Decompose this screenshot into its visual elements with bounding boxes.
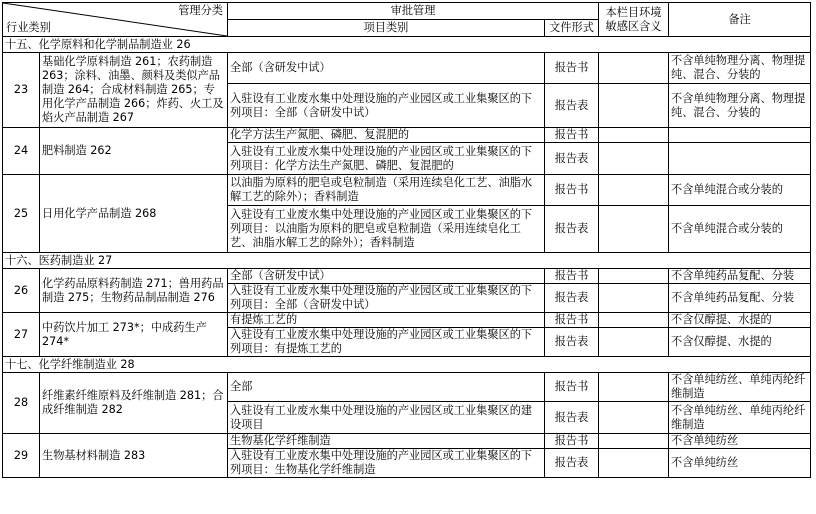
- industry-category: 纤维素纤维原料及纤维制造 281；合成纤维制造 282: [40, 373, 228, 434]
- sensitive-area: [599, 402, 669, 434]
- table-row: [3, 269, 811, 284]
- sensitive-area: [599, 373, 669, 402]
- item-number: 26: [3, 269, 40, 313]
- project-type: 入驻设有工业废水集中处理设施的产业园区或工业集聚区的下列项目：化学方法生产氮肥、磷肥、复混肥的: [228, 143, 545, 175]
- header-remarks: 备注: [669, 3, 811, 37]
- file-form: 报告书: [545, 373, 599, 402]
- header-industry-category: 行业类别: [6, 21, 51, 34]
- header-sensitive-area: 本栏目环境敏感区含义: [599, 3, 669, 37]
- remark: [669, 128, 811, 143]
- remark: 不含单纯纺丝、单纯丙纶纤维制造: [669, 402, 811, 434]
- file-form: 报告书: [545, 175, 599, 206]
- sensitive-area: [599, 434, 669, 449]
- industry-category: 肥料制造 262: [40, 128, 228, 175]
- industry-category: 化学药品原料药制造 271；兽用药品制造 275；生物药品制品制造 276: [40, 269, 228, 313]
- project-type: 入驻设有工业废水集中处理设施的产业园区或工业集聚区的下列项目：有提炼工艺的: [228, 328, 545, 357]
- remark: 不含单纯药品复配、分装: [669, 284, 811, 313]
- file-form: 报告表: [545, 284, 599, 313]
- sensitive-area: [599, 84, 669, 128]
- industry-category: 生物基材料制造 283: [40, 434, 228, 478]
- section-row: [3, 253, 811, 269]
- remark: 不含单纯物理分离、物理提纯、混合、分装的: [669, 84, 811, 128]
- remark: 不含单纯纺丝: [669, 449, 811, 478]
- project-type: 有提炼工艺的: [228, 313, 545, 328]
- section-row: [3, 37, 811, 53]
- sensitive-area: [599, 269, 669, 284]
- project-type: 入驻设有工业废水集中处理设施的产业园区或工业集聚区的下列项目：以油脂为原料的肥皂或皂粒制造（采用连续皂化工艺、油脂水解工艺的除外）；香料制造: [228, 206, 545, 253]
- remark: 不含仅醇提、水提的: [669, 313, 811, 328]
- project-type: 化学方法生产氮肥、磷肥、复混肥的: [228, 128, 545, 143]
- project-type: 全部（含研发中试）: [228, 53, 545, 84]
- sensitive-area: [599, 128, 669, 143]
- project-type: 以油脂为原料的肥皂或皂粒制造（采用连续皂化工艺、油脂水解工艺的除外）；香料制造: [228, 175, 545, 206]
- remark: 不含单纯纺丝: [669, 434, 811, 449]
- file-form: 报告书: [545, 313, 599, 328]
- header-project-type: 项目类别: [228, 20, 545, 37]
- project-type: 全部: [228, 373, 545, 402]
- remark: 不含单纯药品复配、分装: [669, 269, 811, 284]
- remark: 不含单纯物理分离、物理提纯、混合、分装的: [669, 53, 811, 84]
- table-row: [3, 53, 811, 84]
- remark: 不含单纯纺丝、单纯丙纶纤维制造: [669, 373, 811, 402]
- item-number: 28: [3, 373, 40, 434]
- project-type: 入驻设有工业废水集中处理设施的产业园区或工业集聚区的下列项目：生物基化学纤维制造: [228, 449, 545, 478]
- file-form: 报告表: [545, 143, 599, 175]
- section-row: [3, 357, 811, 373]
- section-title: 十六、医药制造业 27: [3, 253, 811, 269]
- table-row: [3, 313, 811, 328]
- sensitive-area: [599, 328, 669, 357]
- item-number: 29: [3, 434, 40, 478]
- file-form: 报告表: [545, 84, 599, 128]
- header-approval: 审批管理: [228, 3, 599, 20]
- file-form: 报告表: [545, 206, 599, 253]
- section-title: 十五、化学原料和化学制品制造业 26: [3, 37, 811, 53]
- header-corner-cell: [3, 3, 228, 37]
- file-form: 报告书: [545, 434, 599, 449]
- sensitive-area: [599, 449, 669, 478]
- header-manage-category: 管理分类: [178, 4, 223, 17]
- file-form: 报告书: [545, 53, 599, 84]
- sensitive-area: [599, 143, 669, 175]
- file-form: 报告书: [545, 128, 599, 143]
- item-number: 27: [3, 313, 40, 357]
- sensitive-area: [599, 206, 669, 253]
- project-type: 入驻设有工业废水集中处理设施的产业园区或工业集聚区的下列项目：全部（含研发中试）: [228, 84, 545, 128]
- table-row: [3, 434, 811, 449]
- project-type: 入驻设有工业废水集中处理设施的产业园区或工业集聚区的建设项目: [228, 402, 545, 434]
- sensitive-area: [599, 53, 669, 84]
- project-type: 全部（含研发中试）: [228, 269, 545, 284]
- industry-category: 中药饮片加工 273*；中成药生产 274*: [40, 313, 228, 357]
- section-title: 十七、化学纤维制造业 28: [3, 357, 811, 373]
- table-row: [3, 128, 811, 143]
- industry-category: 基础化学原料制造 261；农药制造 263；涂料、油墨、颜料及类似产品制造 264；合成材料制造 265；专用化学产品制造 266；炸药、火工及焰火产品制造 267: [40, 53, 228, 128]
- item-number: 23: [3, 53, 40, 128]
- remark: [669, 143, 811, 175]
- approval-catalog-table: [2, 2, 811, 478]
- sensitive-area: [599, 284, 669, 313]
- remark: 不含单纯混合或分装的: [669, 206, 811, 253]
- file-form: 报告书: [545, 269, 599, 284]
- file-form: 报告表: [545, 449, 599, 478]
- remark: 不含单纯混合或分装的: [669, 175, 811, 206]
- remark: 不含仅醇提、水提的: [669, 328, 811, 357]
- file-form: 报告表: [545, 328, 599, 357]
- table-row: [3, 373, 811, 402]
- industry-category: 日用化学产品制造 268: [40, 175, 228, 253]
- sensitive-area: [599, 313, 669, 328]
- project-type: 生物基化学纤维制造: [228, 434, 545, 449]
- item-number: 25: [3, 175, 40, 253]
- item-number: 24: [3, 128, 40, 175]
- header-file-form: 文件形式: [545, 20, 599, 37]
- table-row: [3, 175, 811, 206]
- project-type: 入驻设有工业废水集中处理设施的产业园区或工业集聚区的下列项目：全部（含研发中试）: [228, 284, 545, 313]
- file-form: 报告表: [545, 402, 599, 434]
- sensitive-area: [599, 175, 669, 206]
